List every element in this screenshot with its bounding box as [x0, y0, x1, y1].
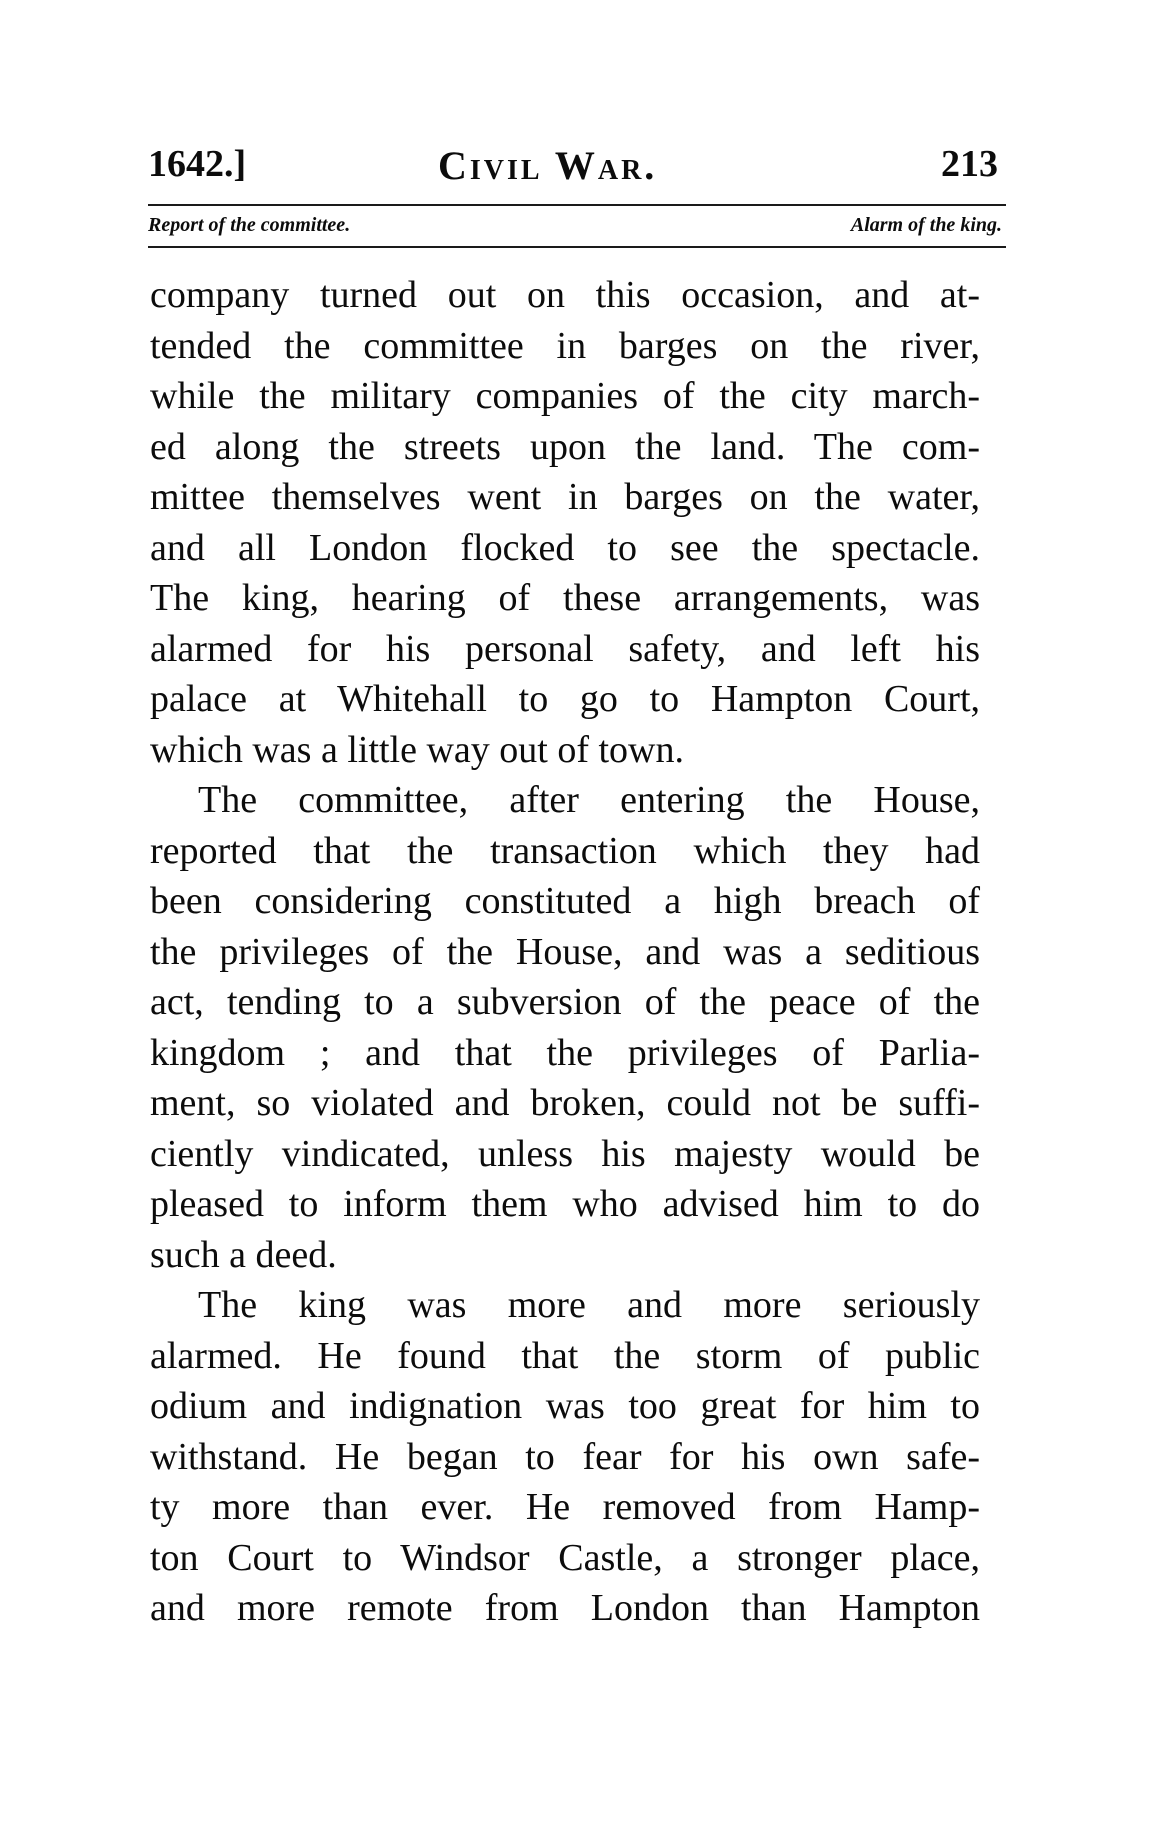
body-text: [150, 270, 980, 1634]
text-line: ment, so violated and broken, could not be suffi-: [150, 1082, 980, 1124]
text-line: pleased to inform them who advised him to do: [150, 1183, 980, 1225]
running-head: [148, 142, 1008, 198]
text-line: The king, hearing of these arrangements, was: [150, 577, 980, 619]
text-line: ed along the streets upon the land. The com-: [150, 425, 980, 468]
text-line: The king was more and more seriously: [198, 1284, 980, 1326]
text-line: reported that the transaction which they had: [150, 829, 980, 872]
text-line: odium and indignation was too great for him to: [150, 1385, 980, 1427]
text-line: alarmed. He found that the storm of public: [150, 1334, 980, 1377]
text-line: palace at Whitehall to go to Hampton Court,: [150, 678, 980, 720]
text-line: act, tending to a subversion of the peace of the: [150, 981, 980, 1023]
text-line: kingdom ; and that the privileges of Parlia-: [150, 1031, 980, 1074]
header-rule-top: [148, 204, 1006, 206]
text-line: ton Court to Windsor Castle, a stronger place,: [150, 1536, 980, 1579]
text-line: and more remote from London than Hampton: [150, 1587, 980, 1629]
header-rule-bottom: [148, 246, 1006, 248]
running-head-title: Civil War.: [438, 143, 658, 188]
text-line: the privileges of the House, and was a seditious: [150, 930, 980, 973]
text-line: which was a little way out of town.: [150, 728, 685, 771]
text-line: withstand. He began to fear for his own safe-: [150, 1435, 980, 1478]
paragraph-1: [150, 270, 980, 775]
text-line: and all London flocked to see the spectacle.: [150, 526, 980, 569]
text-line: mittee themselves went in barges on the water,: [150, 476, 980, 518]
paragraph-3: [150, 1280, 980, 1634]
subhead-right: Alarm of the king.: [850, 214, 1002, 236]
text-line: alarmed for his personal safety, and left his: [150, 627, 980, 670]
running-head-year: 1642.]: [148, 143, 247, 185]
marginal-subheads: [148, 212, 1006, 242]
text-line: ty more than ever. He removed from Hamp-: [150, 1486, 980, 1528]
text-line: such a deed.: [150, 1233, 337, 1276]
page-number: 213: [941, 143, 998, 185]
text-line: been considering constituted a high breach of: [150, 880, 980, 922]
paragraph-2: [150, 775, 980, 1280]
text-line: ciently vindicated, unless his majesty would be: [150, 1132, 980, 1175]
text-line: tended the committee in barges on the river,: [150, 324, 980, 367]
text-line: The committee, after entering the House,: [198, 779, 980, 821]
subhead-left: Report of the committee.: [148, 214, 351, 236]
text-line: company turned out on this occasion, and at-: [150, 274, 980, 316]
text-line: while the military companies of the city march-: [150, 375, 980, 417]
